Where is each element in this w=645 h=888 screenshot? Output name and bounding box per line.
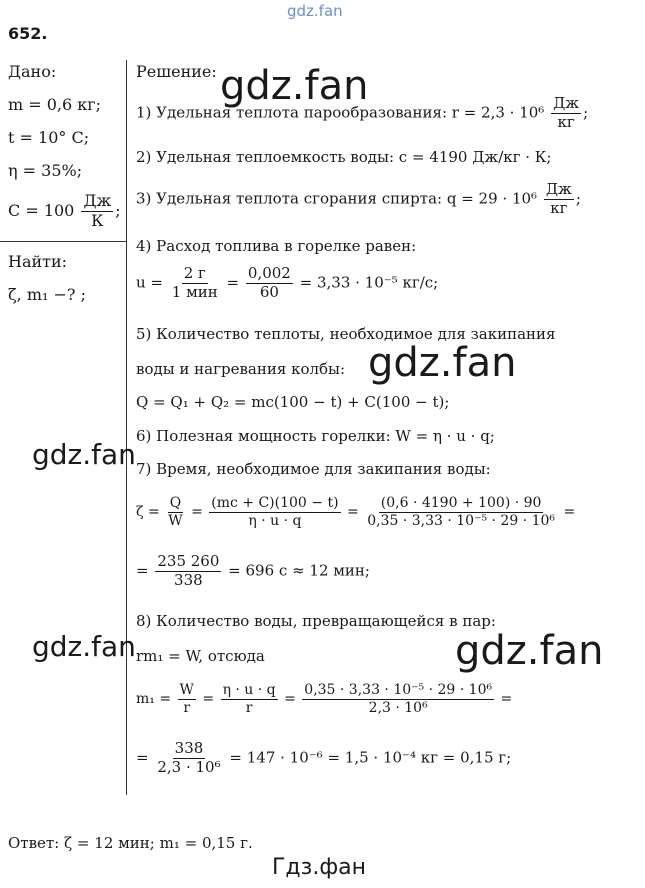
watermark-1: gdz.fan — [220, 63, 369, 109]
step-3-num: Дж — [545, 180, 572, 198]
given-C-end: ; — [115, 200, 121, 220]
watermark-2: gdz.fan — [368, 340, 517, 386]
problem-number: 652. — [8, 24, 48, 43]
s7-frac-3 — [365, 496, 557, 528]
column-divider — [126, 60, 127, 795]
s7-f4-den: 338 — [174, 570, 203, 589]
s8-line2-b: = 147 · 10⁻⁶ = 1,5 · 10⁻⁴ кг = 0,15 г; — [229, 748, 512, 767]
given-divider — [0, 241, 126, 242]
s4-a: u = — [136, 273, 163, 292]
step-1-end: ; — [583, 103, 589, 122]
s7-line2-a: = — [136, 561, 149, 580]
s7-f1-num: Q — [169, 495, 182, 511]
s8-frac-3 — [302, 683, 494, 715]
s7-f2-num: (mc + C)(100 − t) — [211, 495, 339, 511]
s8-f4-den: 2,3 · 10⁶ — [157, 757, 221, 776]
s7-f3-den: 0,35 · 3,33 · 10⁻⁵ · 29 · 10⁶ — [367, 512, 556, 529]
s8-a: m₁ = — [136, 691, 172, 708]
s7-frac-4 — [155, 554, 221, 589]
s4-b: = — [226, 273, 240, 292]
step-5-line-2: воды и нагревания колбы: — [136, 360, 346, 378]
footer-watermark: Гдз.фан — [272, 855, 366, 880]
s8-f3-num: 0,35 · 3,33 · 10⁻⁵ · 29 · 10⁶ — [304, 682, 493, 698]
step-8-equation-2 — [136, 741, 511, 776]
step-1-text: 1) Удельная теплота парообразования: r = 2,3 · 10⁶ — [136, 103, 545, 122]
s4-f1-num: 2 г — [183, 264, 206, 282]
s7-f1-den: W — [168, 512, 183, 529]
step-4-equation — [136, 266, 438, 301]
given-C — [8, 193, 121, 230]
given-C-den: К — [91, 210, 104, 230]
s8-frac-2 — [221, 683, 278, 715]
step-1-den: кг — [557, 112, 575, 131]
s8-frac-4 — [155, 741, 222, 776]
s4-frac-2 — [246, 266, 293, 301]
step-6: 6) Полезная мощность горелки: W = η · u · q; — [136, 427, 495, 445]
s4-f1-den: 1 мин — [171, 282, 218, 301]
s8-f4-num: 338 — [174, 739, 204, 757]
s4-c: = 3,33 · 10⁻⁵ кг/с; — [299, 273, 439, 292]
s4-f2-num: 0,002 — [247, 264, 291, 282]
s7-line2-b: = 696 с ≈ 12 мин; — [228, 561, 370, 580]
solution-title: Решение: — [136, 62, 217, 81]
find-vars: ζ, m₁ −? ; — [8, 285, 86, 304]
step-7-equation-1 — [136, 496, 575, 528]
s7-f4-num: 235 260 — [157, 552, 220, 570]
given-m: m = 0,6 кг; — [8, 95, 102, 114]
s4-frac-1 — [170, 266, 220, 301]
given-eta: η = 35%; — [8, 161, 83, 180]
s7-b: = — [191, 504, 203, 521]
watermark-5: gdz.fan — [455, 628, 604, 674]
step-8: 8) Количество воды, превращающейся в пар: — [136, 612, 496, 630]
step-1-num: Дж — [553, 94, 580, 112]
given-C-left: C = 100 — [8, 200, 75, 220]
step-5-equation: Q = Q₁ + Q₂ = mc(100 − t) + C(100 − t); — [136, 393, 450, 411]
s8-f1-den: r — [183, 699, 191, 716]
s7-f3-num: (0,6 · 4190 + 100) · 90 — [380, 495, 542, 511]
answer: Ответ: ζ = 12 мин; m₁ = 0,15 г. — [8, 834, 253, 852]
step-7-equation-2 — [136, 554, 370, 589]
top-watermark: gdz.fan — [287, 2, 343, 20]
step-4: 4) Расход топлива в горелке равен: — [136, 237, 417, 255]
given-title: Дано: — [8, 62, 57, 81]
s8-f1-num: W — [179, 682, 194, 698]
given-C-unit — [81, 193, 113, 230]
s7-c: = — [347, 504, 359, 521]
s4-f2-den: 60 — [259, 282, 279, 301]
step-8-equation-1 — [136, 683, 512, 715]
given-C-num: Дж — [83, 191, 112, 210]
s7-frac-2 — [209, 496, 340, 528]
s8-f2-num: η · u · q — [222, 682, 276, 698]
s7-frac-1 — [166, 496, 184, 528]
step-3 — [136, 182, 581, 217]
find-title: Найти: — [8, 252, 68, 271]
step-7: 7) Время, необходимое для закипания воды: — [136, 460, 491, 478]
step-3-text: 3) Удельная теплота сгорания спирта: q = 29 · 10⁶ — [136, 189, 538, 208]
watermark-4: gdz.fan — [32, 630, 136, 663]
step-3-end: ; — [575, 189, 581, 208]
s8-f2-den: r — [245, 699, 253, 716]
step-2: 2) Удельная теплоемкость воды: c = 4190 Дж/кг · К; — [136, 148, 552, 166]
watermark-3: gdz.fan — [32, 438, 136, 471]
s8-d: = — [500, 691, 513, 708]
s8-b: = — [202, 691, 215, 708]
step-5-line-1: 5) Количество теплоты, необходимое для закипания — [136, 325, 556, 343]
given-t: t = 10° C; — [8, 128, 90, 147]
step-3-unit — [544, 182, 574, 217]
s7-d: = — [563, 504, 576, 521]
s7-a: ζ = — [136, 504, 160, 521]
s8-c: = — [284, 691, 296, 708]
s8-frac-1 — [178, 683, 196, 715]
step-3-den: кг — [550, 198, 568, 217]
s8-f3-den: 2,3 · 10⁶ — [368, 699, 428, 716]
s7-f2-den: η · u · q — [248, 512, 302, 529]
s8-line2-a: = — [136, 748, 149, 767]
step-8-line-1: rm₁ = W, отсюда — [136, 647, 265, 665]
step-1-unit — [551, 96, 581, 131]
